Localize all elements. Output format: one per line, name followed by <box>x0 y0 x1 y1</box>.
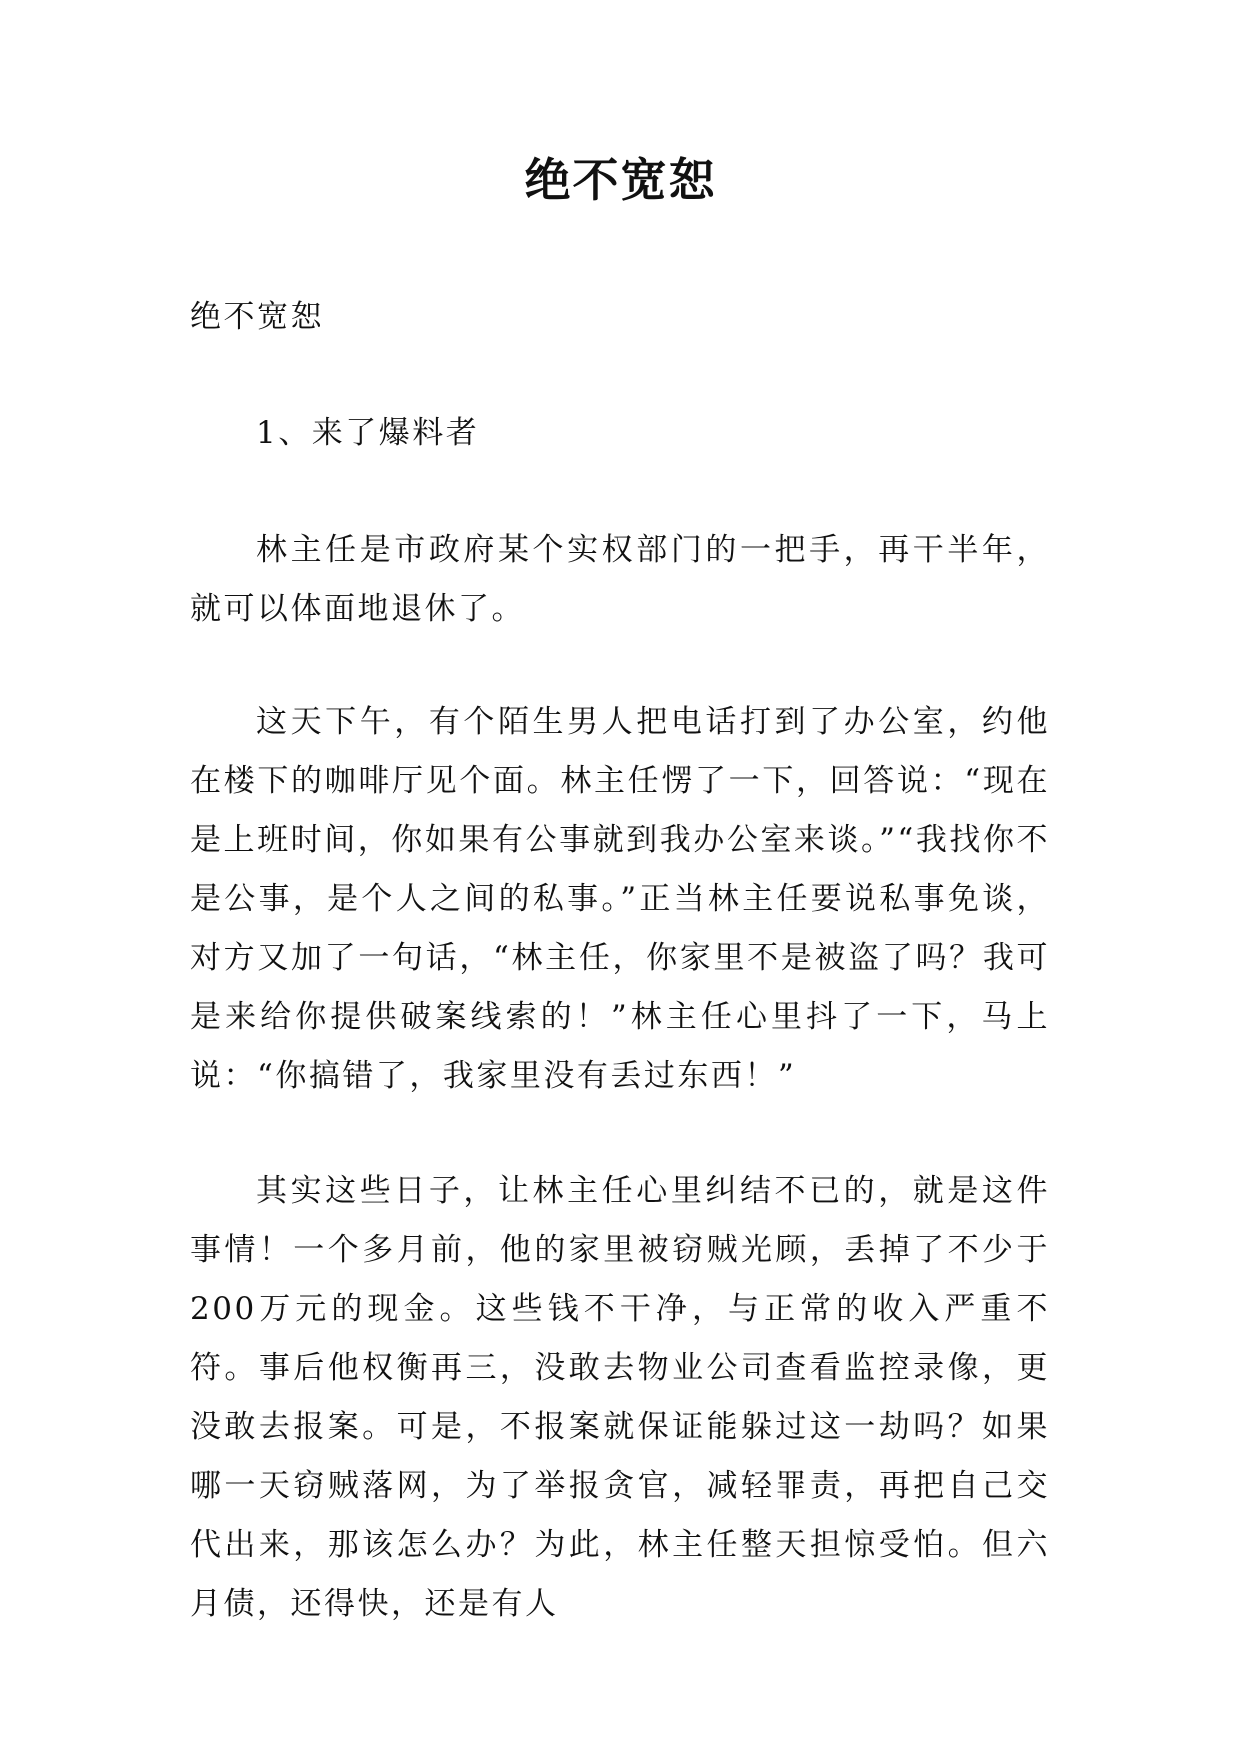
document-title: 绝不宽恕 <box>524 153 717 207</box>
document-subtitle: 绝不宽恕 <box>190 299 324 335</box>
section-heading: 1、来了爆料者 <box>256 415 480 451</box>
paragraph: 这天下午，有个陌生男人把电话打到了办公室，约他在楼下的咖啡厅见个面。林主任愣了一下，回答说：“现在是上班时间，你如果有公事就到我办公室来谈。”“我找你不是公事，是个人之间的私事。”正当林主任要说私事免谈，对方又加了一句话，“林主任，你家里不是被盗了吗？我可是来给你提供破案线索的！”林主任心里抖了一下，马上说：“你搞错了，我家里没有丢过东西！” <box>190 704 1050 1094</box>
paragraph: 其实这些日子，让林主任心里纠结不已的，就是这件事情！一个多月前，他的家里被窃贼光顾，丢掉了不少于200万元的现金。这些钱不干净，与正常的收入严重不符。事后他权衡再三，没敢去物业公司查看监控录像，更没敢去报案。可是，不报案就保证能躲过这一劫吗？如果哪一天窃贼落网，为了举报贪官，减轻罪责，再把自己交代出来，那该怎么办？为此，林主任整天担惊受怕。但六月债，还得快，还是有人 <box>190 1173 1050 1622</box>
paragraph: 林主任是市政府某个实权部门的一把手，再干半年，就可以体面地退休了。 <box>190 532 1050 627</box>
